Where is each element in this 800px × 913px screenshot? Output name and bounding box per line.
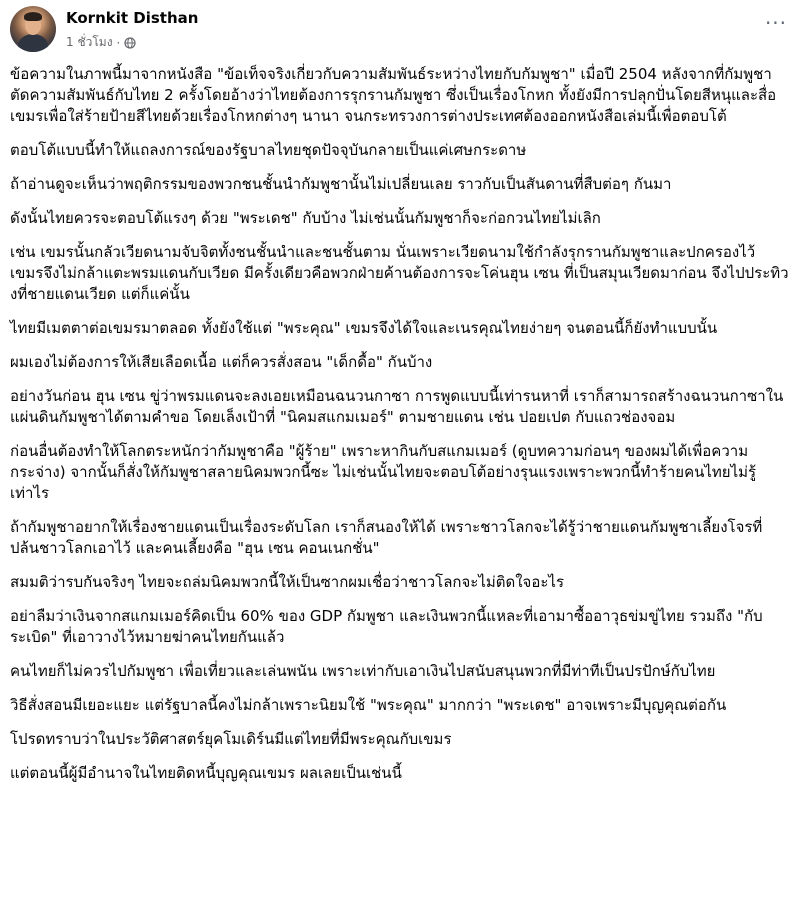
author-avatar[interactable] [10,6,56,52]
post-header [10,6,790,54]
post-paragraph: โปรดทราบว่าในประวัติศาสตร์ยุคโมเดิร์นมีแต่ไทยที่มีพระคุณกับเขมร [10,730,452,748]
post-paragraph: วิธีสั่งสอนมีเยอะแยะ แต่รัฐบาลนี้คงไม่กล้าเพราะนิยมใช้ "พระคุณ" มากกว่า "พระเดช" อาจเพราะมีบุญคุณต่อกัน [10,696,727,714]
post-paragraph: ก่อนอื่นต้องทำให้โลกตระหนักว่ากัมพูชาคือ "ผู้ร้าย" เพราะหากินกับสแกมเมอร์ (ดูบทความก่อนๆ ของผมได้เพื่อความกระจ่าง) จากนั้นก็สั่งให้กัมพูชาสลายนิคมพวกนี้ซะ ไม่เช่นนั้นไทยจะตอบโต้อย่างรุนแรงเพราะพวกนี้ทำร้ายคนไทยไม่รู้เท่าไร [10,442,757,502]
post-paragraph: ตอบโต้แบบนี้ทำให้แถลงการณ์ของรัฐบาลไทยชุดปัจจุบันกลายเป็นแค่เศษกระดาษ [10,141,527,159]
post-paragraph: คนไทยก็ไม่ควรไปกัมพูชา เพื่อเที่ยวและเล่นพนัน เพราะเท่ากับเอาเงินไปสนับสนุนพวกที่มีท่าทีเป็นปรปักษ์กับไทย [10,662,716,680]
post-paragraph: เช่น เขมรนั้นกลัวเวียดนามจับจิตทั้งชนชั้นนำและชนชั้นตาม นั่นเพราะเวียดนามใช้กำลังรุกรานกัมพูชาและปกครองไว้ เขมรจึงไม่กล้าแตะพรมแดนกับเวียด มีครั้งเดียวคือพวกฝ่ายค้านต้องการจะโค่นฮุน เซน ที่เป็นสมุนเวียดมาก่อน จึงไปประทิวงที่ชายแดนเวียด แต่ก็แค่นั้น [10,243,789,303]
avatar-hair [24,12,42,21]
post-paragraph: ถ้าอ่านดูจะเห็นว่าพฤติกรรมของพวกชนชั้นนำกัมพูชานั้นไม่เปลี่ยนเลย ราวกับเป็นสันดานที่สืบต่อๆ กันมา [10,175,672,193]
post-paragraph: อย่างวันก่อน ฮุน เซน ขู่ว่าพรมแดนจะลงเอยเหมือนฉนวนกาซา การพูดแบบนี้เท่ารนหาที่ เราก็สามารถสร้างฉนวนกาซาในแผ่นดินกัมพูชาได้ตามคำขอ โดยเล็งเป้าที่ "นิคมสแกมเมอร์" ตามชายแดน เช่น ปอยเปต กับแถวช่องจอม [10,387,784,426]
avatar-shirt [18,34,48,52]
globe-icon[interactable] [124,37,136,49]
post-paragraph: สมมติว่ารบกันจริงๆ ไทยจะถล่มนิคมพวกนี้ให้เป็นซากผมเชื่อว่าชาวโลกจะไม่ติดใจอะไร [10,573,565,591]
post-paragraph: ผมเองไม่ต้องการให้เสียเลือดเนื้อ แต่ก็ควรสั่งสอน "เด็กดื้อ" กันบ้าง [10,353,433,371]
post-paragraph: แต่ตอนนี้ผู้มีอำนาจในไทยติดหนี้บุญคุณเขมร ผลเลยเป็นเช่นนี้ [10,764,402,782]
post-paragraph: ข้อความในภาพนี้มาจากหนังสือ "ข้อเท็จจริงเกี่ยวกับความสัมพันธ์ระหว่างไทยกับกัมพูชา" เมื่อปี 2504 หลังจากที่กัมพูชาตัดความสัมพันธ์กับไทย 2 ครั้งโดยอ้างว่าไทยต้องการรุกรานกัมพูชา ซึ่งเป็นเรื่องโกหก ทั้งยังมีการปลุกปั่นโดยสีหนุและสื่อเขมรเพื่อใส่ร้ายป้ายสีไทยด้วยเรื่องโกหกต่างๆ นานา จนกระทรวงการต่างประเทศต้องออกหนังสือเล่มนี้เพื่อตอบโต้ [10,65,777,125]
post-timestamp[interactable]: 1 ชั่วโมง [66,35,113,49]
more-options-icon[interactable]: ··· [764,11,788,35]
post-paragraph: ถ้ากัมพูชาอยากให้เรื่องชายแดนเป็นเรื่องระดับโลก เราก็สนองให้ได้ เพราะชาวโลกจะได้รู้ว่าชายแดนกัมพูชาเลี้ยงโจรที่ปล้นชาวโลกเอาไว้ และคนเลี้ยงคือ "ฮุน เซน คอนเนกชั่น" [10,518,763,557]
author-name[interactable]: Kornkit Disthan [66,9,199,27]
post-paragraph: ดังนั้นไทยควรจะตอบโต้แรงๆ ด้วย "พระเดช" กับบ้าง ไม่เช่นนั้นกัมพูชาก็จะก่อกวนไทยไม่เลิก [10,209,601,227]
post-body [10,64,790,797]
post-meta [66,33,136,52]
post-paragraph: อย่าลืมว่าเงินจากสแกมเมอร์คิดเป็น 60% ของ GDP กัมพูชา และเงินพวกนี้แหละที่เอามาซื้ออาวุธข่มขู่ไทย รวมถึง "กับระเบิด" ที่เอาวางไว้หมายฆ่าคนไทยกันแล้ว [10,607,763,646]
post-paragraph: ไทยมีเมตตาต่อเขมรมาตลอด ทั้งยังใช้แต่ "พระคุณ" เขมรจึงได้ใจและเนรคุณไทยง่ายๆ จนตอนนี้ก็ยังทำแบบนั้น [10,319,718,337]
meta-separator: · [116,35,121,50]
